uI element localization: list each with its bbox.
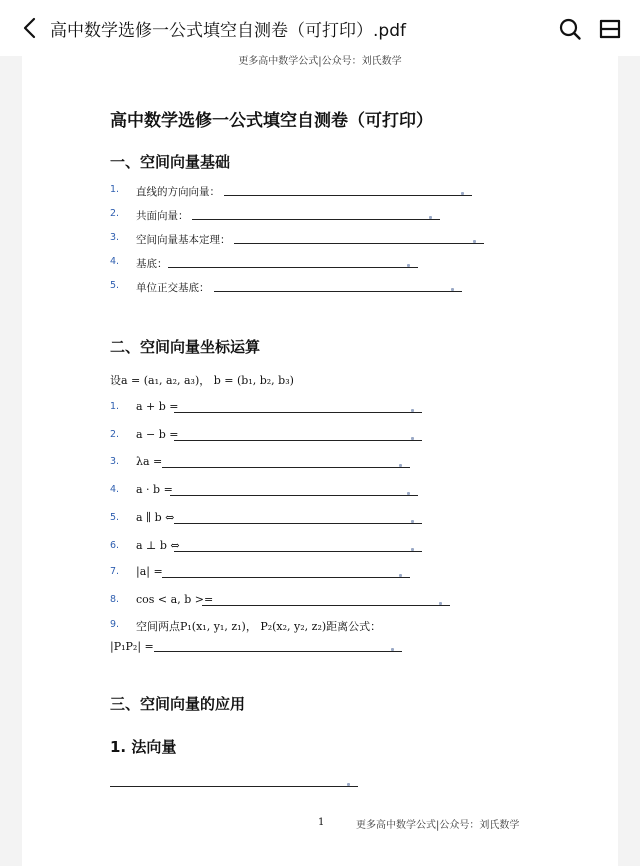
item-number: 3. bbox=[110, 232, 120, 243]
formula-label: a − b = bbox=[136, 428, 179, 441]
section-heading-3: 三、空间向量的应用 bbox=[110, 695, 246, 713]
item-number: 1. bbox=[110, 184, 120, 195]
item-number: 9. bbox=[110, 619, 120, 630]
answer-blank[interactable] bbox=[202, 605, 450, 606]
menu-icon[interactable] bbox=[598, 17, 622, 41]
item-number: 4. bbox=[110, 256, 120, 267]
item-number: 2. bbox=[110, 208, 120, 219]
answer-blank[interactable] bbox=[174, 551, 422, 552]
formula-label: λa = bbox=[136, 455, 163, 468]
item-number: 3. bbox=[110, 456, 120, 467]
formula-label: 空间两点P₁(x₁, y₁, z₁)， P₂(x₂, y₂, z₂)距离公式： bbox=[136, 620, 382, 633]
item-number: 4. bbox=[110, 484, 120, 495]
sub-heading: 1. 法向量 bbox=[110, 738, 177, 756]
page-footer-note: 更多高中数学公式|公众号：刘氏数学 bbox=[356, 820, 520, 831]
page-title: 高中数学选修一公式填空自测卷（可打印） bbox=[110, 111, 433, 131]
answer-blank[interactable] bbox=[162, 577, 410, 578]
answer-blank[interactable] bbox=[168, 267, 418, 268]
answer-blank[interactable] bbox=[174, 440, 422, 441]
answer-blank[interactable] bbox=[174, 412, 422, 413]
answer-blank[interactable] bbox=[214, 291, 462, 292]
answer-blank[interactable] bbox=[170, 495, 418, 496]
page-number: 1 bbox=[318, 817, 325, 828]
distance-formula-label: |P₁P₂| = bbox=[110, 640, 154, 653]
page-header-note: 更多高中数学公式|公众号：刘氏数学 bbox=[238, 56, 402, 67]
formula-label: a ⊥ b ⇔ bbox=[136, 539, 180, 552]
pdf-page bbox=[22, 48, 618, 866]
answer-blank[interactable] bbox=[224, 195, 472, 196]
formula-label: a · b = bbox=[136, 483, 173, 496]
answer-blank[interactable] bbox=[162, 467, 410, 468]
answer-blank[interactable] bbox=[192, 219, 440, 220]
answer-blank[interactable] bbox=[154, 651, 402, 652]
item-label: 直线的方向向量： bbox=[136, 186, 220, 198]
formula-label: cos < a, b >= bbox=[136, 593, 214, 606]
answer-blank[interactable] bbox=[110, 786, 358, 787]
item-label: 单位正交基底： bbox=[136, 282, 210, 294]
document-title: 高中数学选修一公式填空自测卷（可打印）.pdf bbox=[50, 21, 406, 41]
item-label: 基底： bbox=[136, 258, 168, 270]
formula-label: a + b = bbox=[136, 400, 179, 413]
item-label: 共面向量： bbox=[136, 210, 189, 222]
search-icon[interactable] bbox=[558, 17, 582, 41]
item-label: 空间向量基本定理： bbox=[136, 234, 231, 246]
formula-label: |a| = bbox=[136, 565, 163, 578]
item-number: 5. bbox=[110, 280, 120, 291]
formula-label: a ∥ b ⇔ bbox=[136, 511, 175, 524]
vector-definition: 设a = (a₁, a₂, a₃)， b = (b₁, b₂, b₃) bbox=[110, 374, 294, 387]
section-heading-1: 一、空间向量基础 bbox=[110, 153, 231, 171]
answer-blank[interactable] bbox=[234, 243, 484, 244]
answer-blank[interactable] bbox=[174, 523, 422, 524]
item-number: 2. bbox=[110, 429, 120, 440]
item-number: 8. bbox=[110, 594, 120, 605]
section-heading-2: 二、空间向量坐标运算 bbox=[110, 338, 261, 356]
item-number: 5. bbox=[110, 512, 120, 523]
item-number: 6. bbox=[110, 540, 120, 551]
item-number: 1. bbox=[110, 401, 120, 412]
back-chevron-icon[interactable] bbox=[20, 17, 40, 39]
item-number: 7. bbox=[110, 566, 120, 577]
